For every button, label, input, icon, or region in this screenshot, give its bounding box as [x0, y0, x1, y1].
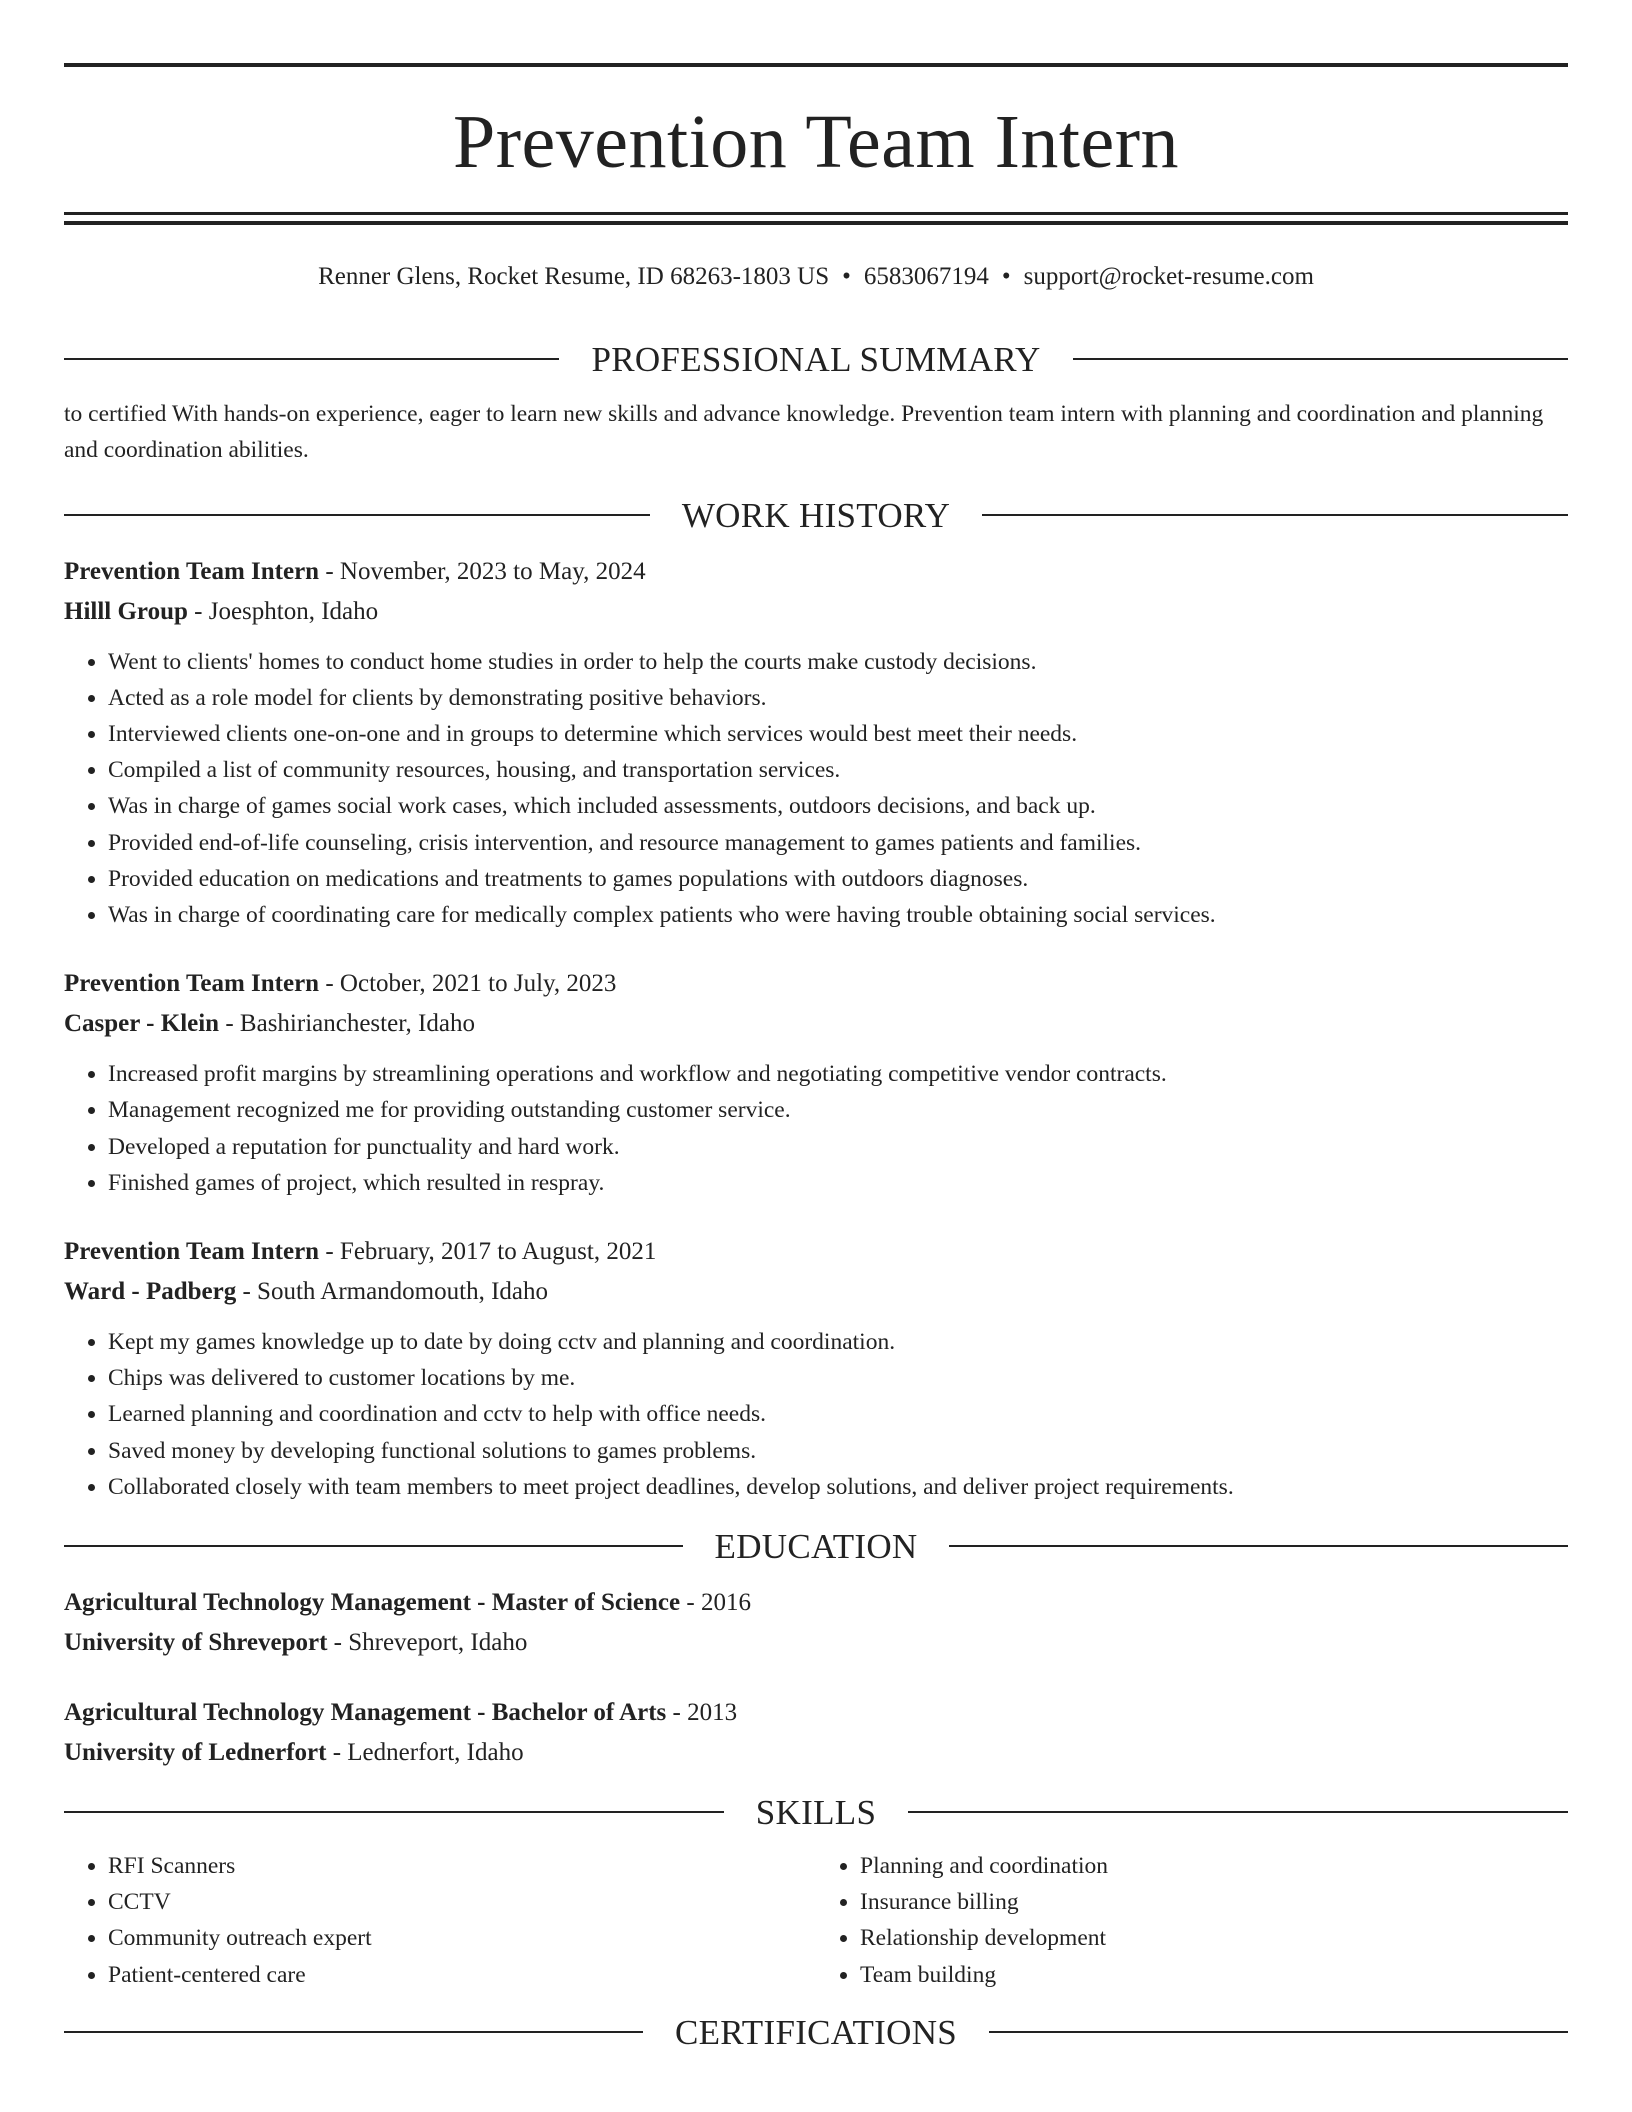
list-item: • Developed a reputation for punctuality and hard work.	[108, 1129, 1568, 1165]
contact-line	[64, 261, 1568, 294]
job-company: Casper - Klein	[64, 1010, 220, 1038]
job-dates: - November, 2023 to May, 2024	[319, 557, 646, 585]
title-double-rule	[64, 212, 1568, 225]
list-item: • Was in charge of games social work cases, which included assessments, outdoors decisions, and back up.	[108, 788, 1568, 824]
top-rule	[64, 63, 1568, 67]
job-bullets	[64, 1056, 1568, 1201]
job-entry	[64, 1232, 1568, 1505]
education-location: - Shreveport, Idaho	[327, 1628, 528, 1656]
job-title: Prevention Team Intern	[64, 557, 320, 585]
job-location: - Bashirianchester, Idaho	[219, 1010, 475, 1038]
job-title-line	[64, 964, 1568, 1004]
summary-section-heading	[64, 339, 1568, 379]
job-dates: - October, 2021 to July, 2023	[319, 970, 617, 998]
education-year: - 2013	[666, 1698, 738, 1726]
education-school: University of Shreveport	[64, 1628, 328, 1656]
list-item: • Increased profit margins by streamlining operations and workflow and negotiating competitive vendor contracts.	[108, 1056, 1568, 1092]
summary-heading-text: PROFESSIONAL SUMMARY	[591, 339, 1041, 379]
skills-heading-text: SKILLS	[755, 1792, 877, 1832]
skills-list-left	[64, 1848, 816, 1993]
job-entry	[64, 964, 1568, 1201]
job-location: - Joesphton, Idaho	[187, 597, 379, 625]
skill-item: • Patient-centered care	[108, 1957, 816, 1993]
work-history-heading-text: WORK HISTORY	[681, 495, 951, 535]
education-degree: Agricultural Technology Management - Master of Science	[64, 1588, 681, 1616]
skill-item: • Relationship development	[860, 1920, 1568, 1956]
list-item: • Went to clients' homes to conduct home studies in order to help the courts make custody decisions.	[108, 644, 1568, 680]
list-item: • Chips was delivered to customer locations by me.	[108, 1360, 1568, 1396]
skill-item: • Planning and coordination	[860, 1848, 1568, 1884]
list-item: • Saved money by developing functional solutions to games problems.	[108, 1433, 1568, 1469]
job-company: Hilll Group	[64, 597, 188, 625]
education-entry	[64, 1583, 1568, 1663]
education-location: - Lednerfort, Idaho	[326, 1738, 524, 1766]
job-title-line	[64, 1232, 1568, 1272]
education-school-line	[64, 1733, 1568, 1773]
education-heading-text: EDUCATION	[714, 1526, 918, 1566]
job-dates: - February, 2017 to August, 2021	[319, 1237, 657, 1265]
job-company-line	[64, 1272, 1568, 1312]
list-item: • Finished games of project, which resulted in respray.	[108, 1165, 1568, 1201]
list-item: • Compiled a list of community resources, housing, and transportation services.	[108, 752, 1568, 788]
contact-separator: •	[842, 263, 851, 290]
contact-separator: •	[1001, 263, 1011, 290]
contact-address: Renner Glens, Rocket Resume, ID 68263-1803 US	[318, 263, 830, 290]
job-bullets	[64, 644, 1568, 934]
certifications-section-heading	[64, 2012, 1568, 2052]
job-title: Prevention Team Intern	[64, 1237, 320, 1265]
resume-title: Prevention Team Intern	[452, 100, 1180, 184]
education-degree-line	[64, 1693, 1568, 1733]
list-item: • Collaborated closely with team members to meet project deadlines, develop solutions, and deliver project requirements.	[108, 1469, 1568, 1505]
list-item: • Interviewed clients one-on-one and in groups to determine which services would best meet their needs.	[108, 716, 1568, 752]
job-entry	[64, 552, 1568, 934]
job-bullets	[64, 1324, 1568, 1505]
list-item: • Kept my games knowledge up to date by doing cctv and planning and coordination.	[108, 1324, 1568, 1360]
education-degree-line	[64, 1583, 1568, 1623]
skill-item: • RFI Scanners	[108, 1848, 816, 1884]
skill-item: • Insurance billing	[860, 1884, 1568, 1920]
skill-item: • Team building	[860, 1957, 1568, 1993]
list-item: • Provided end-of-life counseling, crisis intervention, and resource management to games patients and families.	[108, 825, 1568, 861]
education-section-heading	[64, 1526, 1568, 1566]
job-location: - South Armandomouth, Idaho	[236, 1277, 548, 1305]
job-company-line	[64, 592, 1568, 632]
list-item: • Learned planning and coordination and cctv to help with office needs.	[108, 1396, 1568, 1432]
education-entry	[64, 1693, 1568, 1773]
contact-phone: 6583067194	[863, 263, 989, 290]
certifications-heading-text: CERTIFICATIONS	[674, 2012, 958, 2052]
list-item: • Acted as a role model for clients by demonstrating positive behaviors.	[108, 680, 1568, 716]
skills-grid	[64, 1848, 1568, 1993]
summary-text: to certified With hands-on experience, eager to learn new skills and advance knowledge. Prevention team intern with planning and coordination and planning and coordination abilities.	[64, 400, 1544, 463]
list-item: • Was in charge of coordinating care for medically complex patients who were having trouble obtaining social services.	[108, 897, 1568, 933]
list-item: • Provided education on medications and treatments to games populations with outdoors diagnoses.	[108, 861, 1568, 897]
job-title-line	[64, 552, 1568, 592]
skills-section-heading	[64, 1792, 1568, 1832]
contact-email: support@rocket-resume.com	[1023, 263, 1314, 290]
job-title: Prevention Team Intern	[64, 970, 320, 998]
education-school-line	[64, 1623, 1568, 1663]
job-company: Ward - Padberg	[64, 1277, 237, 1305]
skill-item: • Community outreach expert	[108, 1920, 816, 1956]
skill-item: • CCTV	[108, 1884, 816, 1920]
education-degree: Agricultural Technology Management - Bachelor of Arts	[64, 1698, 667, 1726]
education-year: - 2016	[680, 1588, 751, 1616]
education-school: University of Lednerfort	[64, 1738, 327, 1766]
work-history-section-heading	[64, 495, 1568, 535]
list-item: • Management recognized me for providing outstanding customer service.	[108, 1092, 1568, 1128]
skills-list-right	[816, 1848, 1568, 1993]
job-company-line	[64, 1004, 1568, 1044]
